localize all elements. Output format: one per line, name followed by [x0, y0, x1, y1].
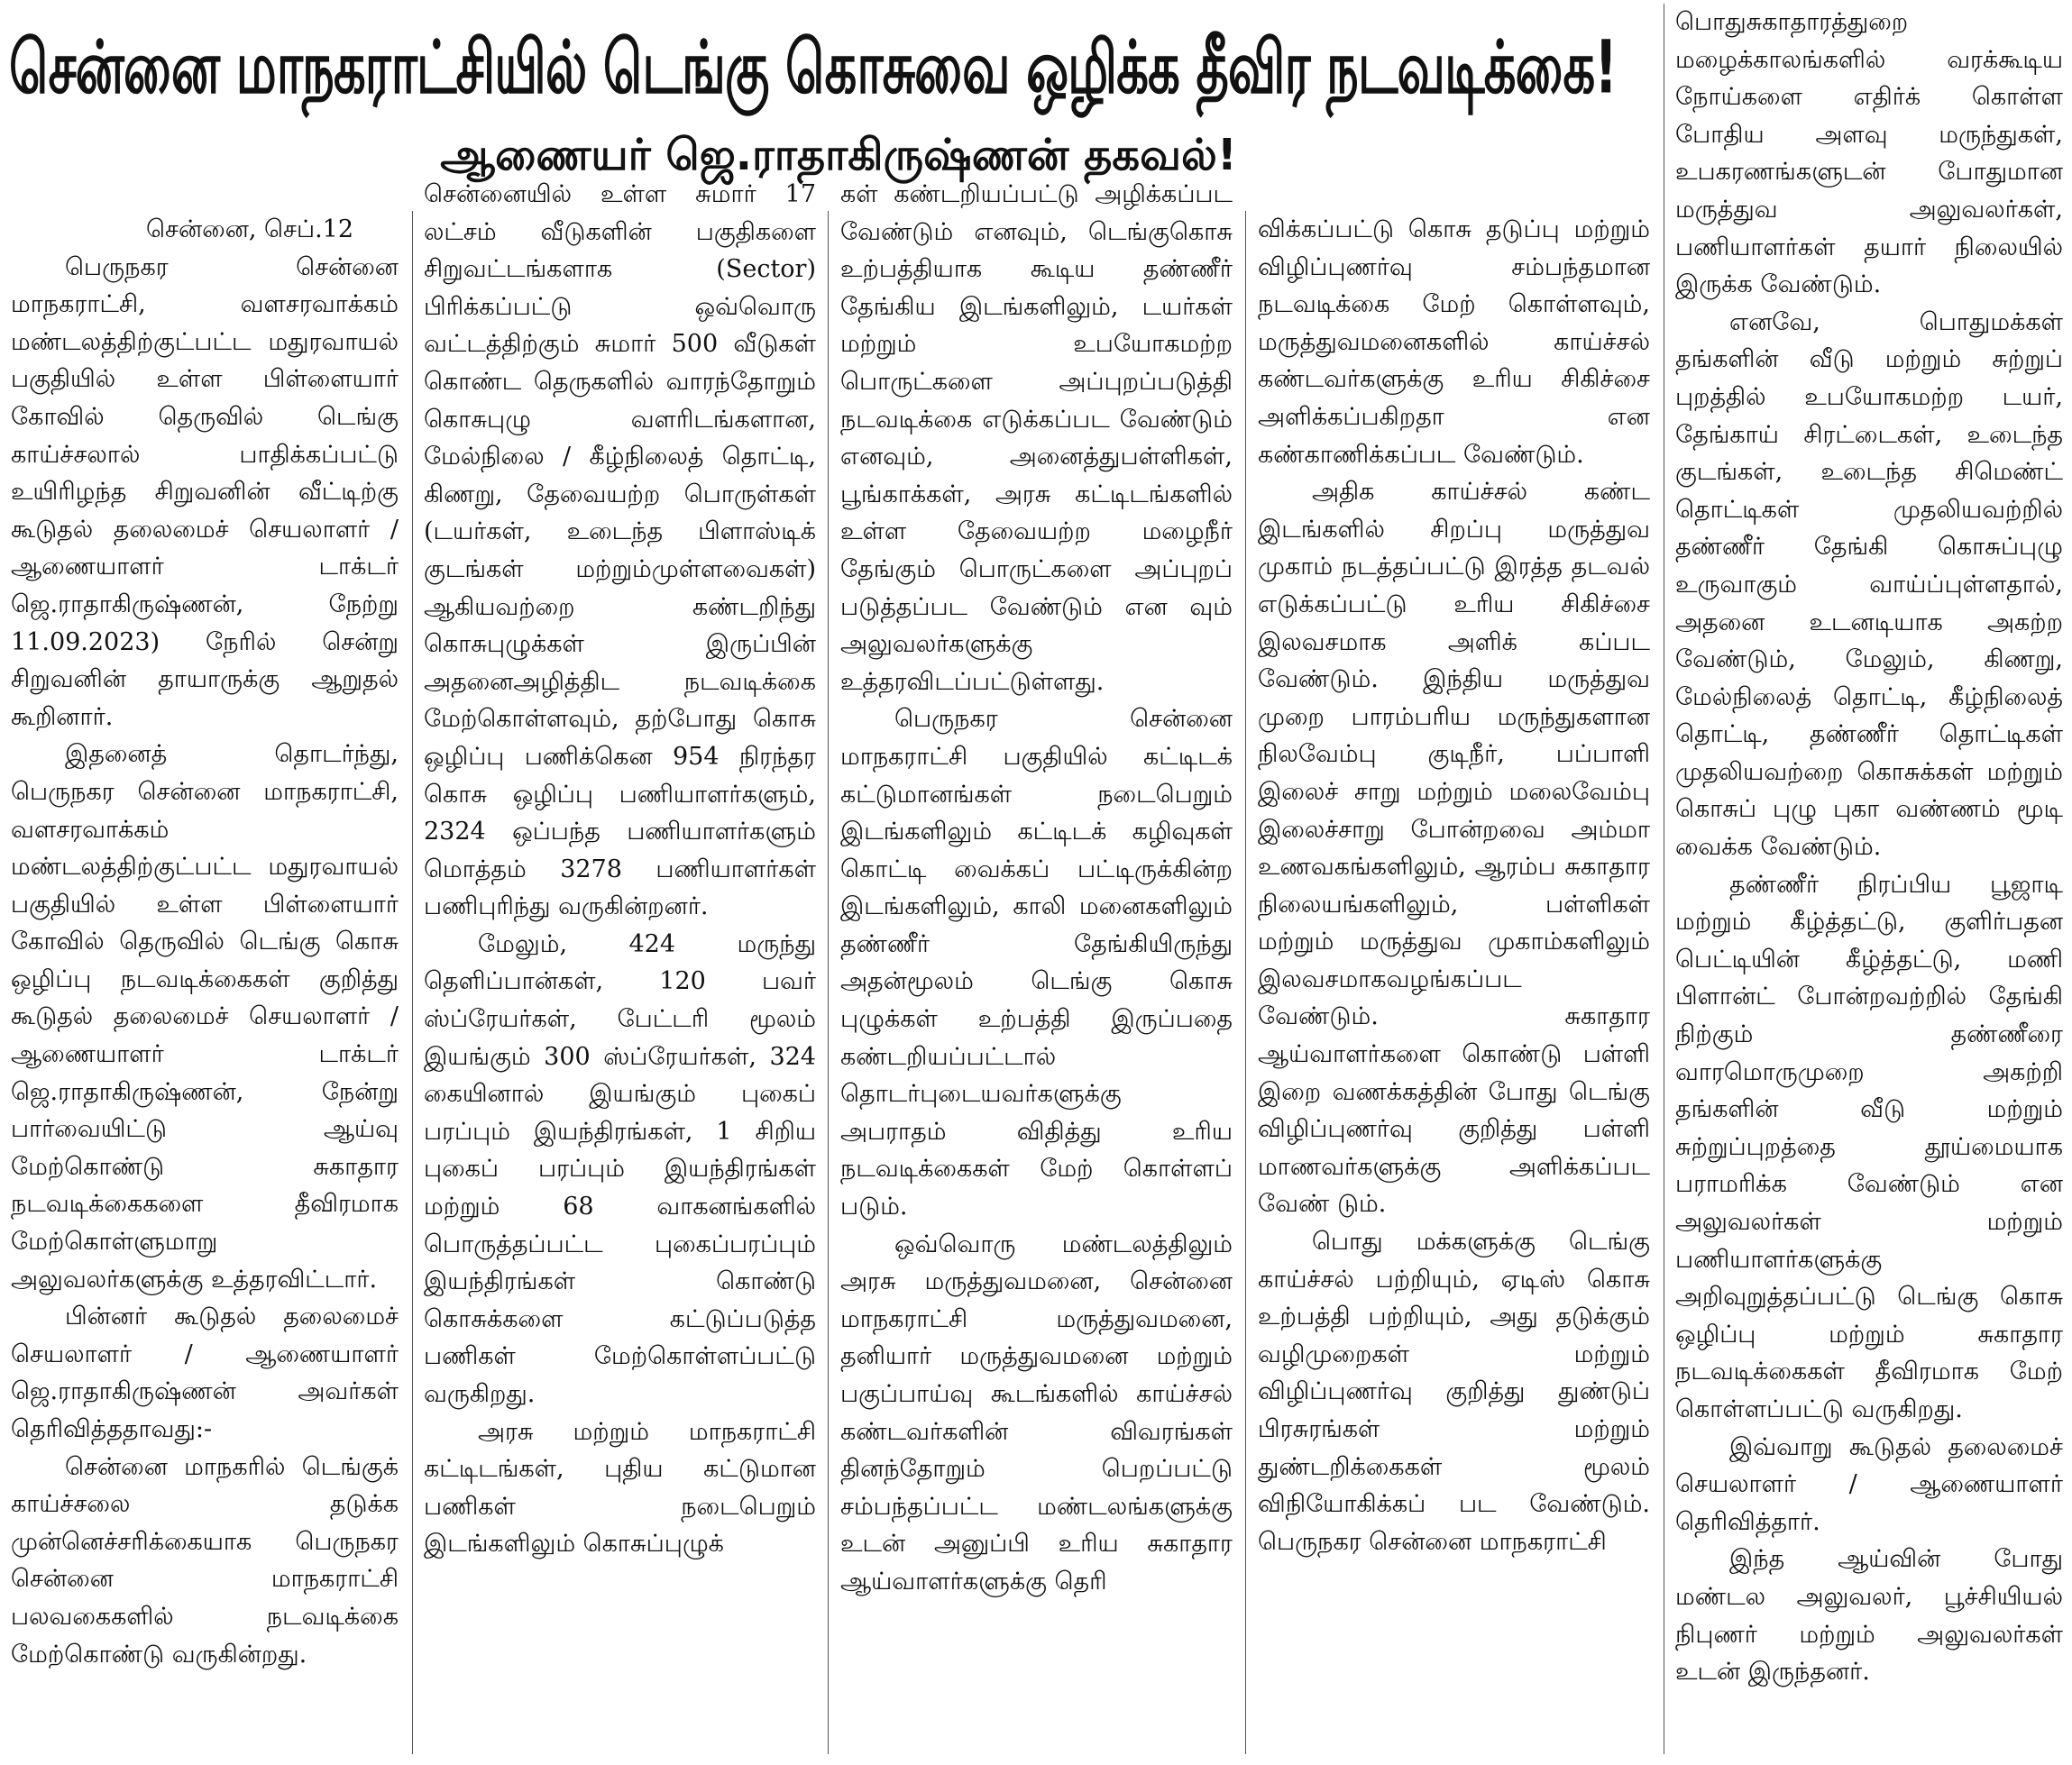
- paragraph: பொதுசுகாதாரத்துறை மழைக்காலங்களில் வரக்கூடிய நோய்களை எதிர்க் கொள்ள போதிய அளவு மருந்துகள், உபகரணங்களுடன் போதுமான மருத்துவ அலுவலர்கள், பணியாளர்கள் தயார் நிலையில் இருக்க வேண்டும்.: [1675, 8, 2063, 299]
- article-column-1: [11, 211, 399, 1754]
- article-column-5: [1675, 4, 2063, 1754]
- paragraph: பெருநகர சென்னை மாநகராட்சி, வளசரவாக்கம் மண்டலத்திற்குட்பட்ட மதுரவாயல் பகுதியில் உள்ள பிள்ளையார் கோவில் தெருவில் டெங்கு காய்ச்சலால் பாதிக்கப்பட்டு உயிரிழந்த சிறுவனின் வீட்டிற்கு கூடுதல் தலைமைச் செயலாளர் / ஆணையாளர் டாக்டர் ஜெ.ராதாகிருஷ்ணன், நேற்று 11.09.2023) நேரில் சென்று சிறுவனின் தாயாருக்கு ஆறுதல் கூறினார்.: [11, 252, 399, 731]
- article-column-3: [840, 176, 1233, 1754]
- subheadline: ஆணையர் ஜெ.ராதாகிருஷ்ணன் தகவல்!: [440, 130, 1237, 180]
- paragraph: சென்னையில் உள்ள சுமார் 17 லட்சம் வீடுகளின் பகுதிகளை சிறுவட்டங்களாக (Sector) பிரிக்கப்பட்டு ஒவ்வொரு வட்டத்திற்கும் சுமார் 500 வீடுகள் கொண்ட தெருகளில் வாரந்தோறும் கொசுபுழு வளரிடங்களான, மேல்நிலை / கீழ்நிலைத் தொட்டி, கிணறு, தேவையற்ற பொருள்கள் (டயர்கள், உடைந்த பிளாஸ்டிக் குடங்கள் மற்றும்முள்ளவைகள்) ஆகியவற்றை கண்டறிந்து கொசுபுழுக்கள் இருப்பின் அதனைஅழித்திட நடவடிக்கை மேற்கொள்ளவும், தற்போது கொசு ஒழிப்பு பணிக்கென 954 நிரந்தர கொசு ஒழிப்பு பணியாளர்களும், 2324 ஒப்பந்த பணியாளர்களும் மொத்தம் 3278 பணியாளர்கள் பணிபுரிந்து வருகின்றனர்.: [424, 180, 816, 921]
- paragraph: இந்த ஆய்வின் போது மண்டல அலுவலர், பூச்சியியல் நிபுணர் மற்றும் அலுவலர்கள் உடன் இருந்தனர்.: [1675, 1545, 2063, 1687]
- dateline: சென்னை, செப்.12: [146, 215, 354, 243]
- paragraph: பின்னர் கூடுதல் தலைமைச் செயலாளர் / ஆணையாளர் ஜெ.ராதாகிருஷ்ணன் அவர்கள் தெரிவித்ததாவது:-: [11, 1303, 399, 1443]
- paragraph: அதிக காய்ச்சல் கண்ட இடங்களில் சிறப்பு மருத்துவ முகாம் நடத்தப்பட்டு இரத்த தடவல் எடுக்கப்பட்டு உரிய சிகிச்சை இலவசமாக அளிக் கப்பட வேண்டும். இந்திய மருத்துவ முறை பாரம்பரிய மருந்துகளான நிலவேம்பு குடிநீர், பப்பாளி இலைச் சாறு மற்றும் மலைவேம்பு இலைச்சாறு போன்றவை அம்மா உணவகங்களிலும், ஆரம்ப சுகாதார நிலையங்களிலும், பள்ளிகள் மற்றும் மருத்துவ முகாம்களிலும் இலவசமாகவழங்கப்பட வேண்டும். சுகாதார ஆய்வாளர்களை கொண்டு பள்ளி இறை வணக்கத்தின் போது டெங்கு விழிப்புணர்வு குறித்து பள்ளி மாணவர்களுக்கு அளிக்கப்பட வேண் டும்.: [1258, 478, 1650, 1219]
- paragraph: இதனைத் தொடர்ந்து, பெருநகர சென்னை மாநகராட்சி, வளசரவாக்கம் மண்டலத்திற்குட்பட்ட மதுரவாயல் பகுதியில் உள்ள பிள்ளையார் கோவில் தெருவில் டெங்கு கொசு ஒழிப்பு நடவடிக்கைகள் குறித்து கூடுதல் தலைமைச் செயலாளர் / ஆணையாளர் டாக்டர் ஜெ.ராதாகிருஷ்ணன், நேன்று பார்வையிட்டு ஆய்வு மேற்கொண்டு சுகாதார நடவடிக்கைகளை தீவிரமாக மேற்கொள்ளுமாறு அலுவலர்களுக்கு உத்தரவிட்டார்.: [11, 740, 399, 1294]
- paragraph: பெருநகர சென்னை மாநகராட்சி பகுதியில் கட்டிடக் கட்டுமானங்கள் நடைபெறும் இடங்களிலும் கட்டிடக் கழிவுகள் கொட்டி வைக்கப் பட்டிருக்கின்ற இடங்களிலும், காலி மனைகளிலும் தண்ணீர் தேங்கியிருந்து அதன்மூலம் டெங்கு கொசு புழுக்கள் உற்பத்தி இருப்பதை கண்டறியப்பட்டால் தொடர்புடையவர்களுக்கு அபராதம் விதித்து உரிய நடவடிக்கைகள் மேற் கொள்ளப் படும்.: [840, 705, 1233, 1221]
- article-column-4: [1258, 211, 1650, 1754]
- headline: சென்னை மாநகராட்சியில் டெங்கு கொசுவை ஒழிக்க தீவிர நடவடிக்கை!: [9, 25, 1617, 111]
- paragraph: எனவே, பொதுமக்கள் தங்களின் வீடு மற்றும் சுற்றுப் புறத்தில் உபயோகமற்ற டயர், தேங்காய் சிரட்டைகள், உடைந்த குடங்கள், உடைந்த சிமெண்ட் தொட்டிகள் முதலியவற்றில் தண்ணீர் தேங்கி கொசுப்புழு உருவாகும் வாய்ப்புள்ளதால், அதனை உடனடியாக அகற்ற வேண்டும், மேலும், கிணறு, மேல்நிலைத் தொட்டி, கீழ்நிலைத் தொட்டி, தண்ணீர் தொட்டிகள் முதலியவற்றை கொசுக்கள் மற்றும் கொசுப் புழு புகா வண்ணம் மூடி வைக்க வேண்டும்.: [1675, 307, 2063, 862]
- paragraph: இவ்வாறு கூடுதல் தலைமைச் செயலாளர் / ஆணையாளர் தெரிவித்தார்.: [1675, 1432, 2063, 1536]
- paragraph: விக்கப்பட்டு கொசு தடுப்பு மற்றும் விழிப்புணர்வு சம்பந்தமான நடவடிக்கை மேற் கொள்ளவும், மருத்துவமனைகளில் காய்ச்சல் கண்டவர்களுக்கு உரிய சிகிச்சை அளிக்கப்பகிறதா என கண்காணிக்கப்பட வேண்டும்.: [1258, 215, 1650, 469]
- paragraph: அரசு மற்றும் மாநகராட்சி கட்டிடங்கள், புதிய கட்டுமான பணிகள் நடைபெறும் இடங்களிலும் கொசுப்புழுக்: [424, 1417, 816, 1559]
- column-rule: [412, 211, 413, 1754]
- column-rule: [828, 211, 829, 1754]
- paragraph: பொது மக்களுக்கு டெங்கு காய்ச்சல் பற்றியும், ஏடிஸ் கொசு உற்பத்தி பற்றியும், அது தடுக்கும் வழிமுறைகள் மற்றும் விழிப்புணர்வு குறித்து துண்டுப் பிரசுரங்கள் மற்றும் துண்டறிக்கைகள் மூலம் விநியோகிக்கப் பட வேண்டும். பெருநகர சென்னை மாநகராட்சி: [1258, 1228, 1650, 1556]
- article-column-2: [424, 176, 816, 1754]
- paragraph: ஒவ்வொரு மண்டலத்திலும் அரசு மருத்துவமனை, சென்னை மாநகராட்சி மருத்துவமனை, தனியார் மருத்துவமனை மற்றும் பகுப்பாய்வு கூடங்களில் காய்ச்சல் கண்டவர்களின் விவரங்கள் தினந்தோறும் பெறப்பட்டு சம்பந்தப்பட்ட மண்டலங்களுக்கு உடன் அனுப்பி உரிய சுகாதார ஆய்வாளர்களுக்கு தெரி: [840, 1230, 1233, 1596]
- column-rule: [1245, 211, 1246, 1754]
- paragraph: மேலும், 424 மருந்து தெளிப்பான்கள், 120 பவர் ஸ்ப்ரேயர்கள், பேட்டரி மூலம் இயங்கும் 300 ஸ்ப்ரேயர்கள், 324 கையினால் இயங்கும் புகைப் பரப்பும் இயந்திரங்கள், 1 சிறிய புகைப் பரப்பும் இயந்திரங்கள் மற்றும் 68 வாகனங்களில் பொருத்தப்பட்ட புகைப்பரப்பும் இயந்திரங்கள் கொண்டு கொசுக்களை கட்டுப்படுத்த பணிகள் மேற்கொள்ளப்பட்டு வருகிறது.: [424, 929, 816, 1408]
- paragraph: சென்னை மாநகரில் டெங்குக் காய்ச்சலை தடுக்க முன்னெச்சரிக்கையாக பெருநகர சென்னை மாநகராட்சி பலவகைகளில் நடவடிக்கை மேற்கொண்டு வருகின்றது.: [11, 1452, 399, 1669]
- paragraph: தண்ணீர் நிரப்பிய பூஜாடி மற்றும் கீழ்த்தட்டு, குளிர்பதன பெட்டியின் கீழ்த்தட்டு, மணி பிளான்ட் போன்றவற்றில் தேங்கி நிற்கும் தண்ணீரை வாரமொருமுறை அகற்றி தங்களின் வீடு மற்றும் சுற்றுப்புறத்தை தூய்மையாக பராமரிக்க வேண்டும் என அலுவலர்கள் மற்றும் பணியாளர்களுக்கு அறிவுறுத்தப்பட்டு டெங்கு கொசு ஒழிப்பு மற்றும் சுகாதார நடவடிக்கைகள் தீவிரமாக மேற் கொள்ளப்பட்டு வருகிறது.: [1675, 870, 2063, 1423]
- paragraph: கள் கண்டறியப்பட்டு அழிக்கப்பட வேண்டும் எனவும், டெங்குகொசு உற்பத்தியாக கூடிய தண்ணீர் தேங்கிய இடங்களிலும், டயர்கள் மற்றும் உபயோகமற்ற பொருட்களை அப்புறப்படுத்தி நடவடிக்கை எடுக்கப்பட வேண்டும் எனவும், அனைத்துபள்ளிகள், பூங்காக்கள், அரசு கட்டிடங்களில் உள்ள தேவையற்ற மழைநீர் தேங்கும் பொருட்களை அப்புறப் படுத்தப்பட வேண்டும் என வும் அலுவலர்களுக்கு உத்தரவிடப்பட்டுள்ளது.: [840, 180, 1233, 696]
